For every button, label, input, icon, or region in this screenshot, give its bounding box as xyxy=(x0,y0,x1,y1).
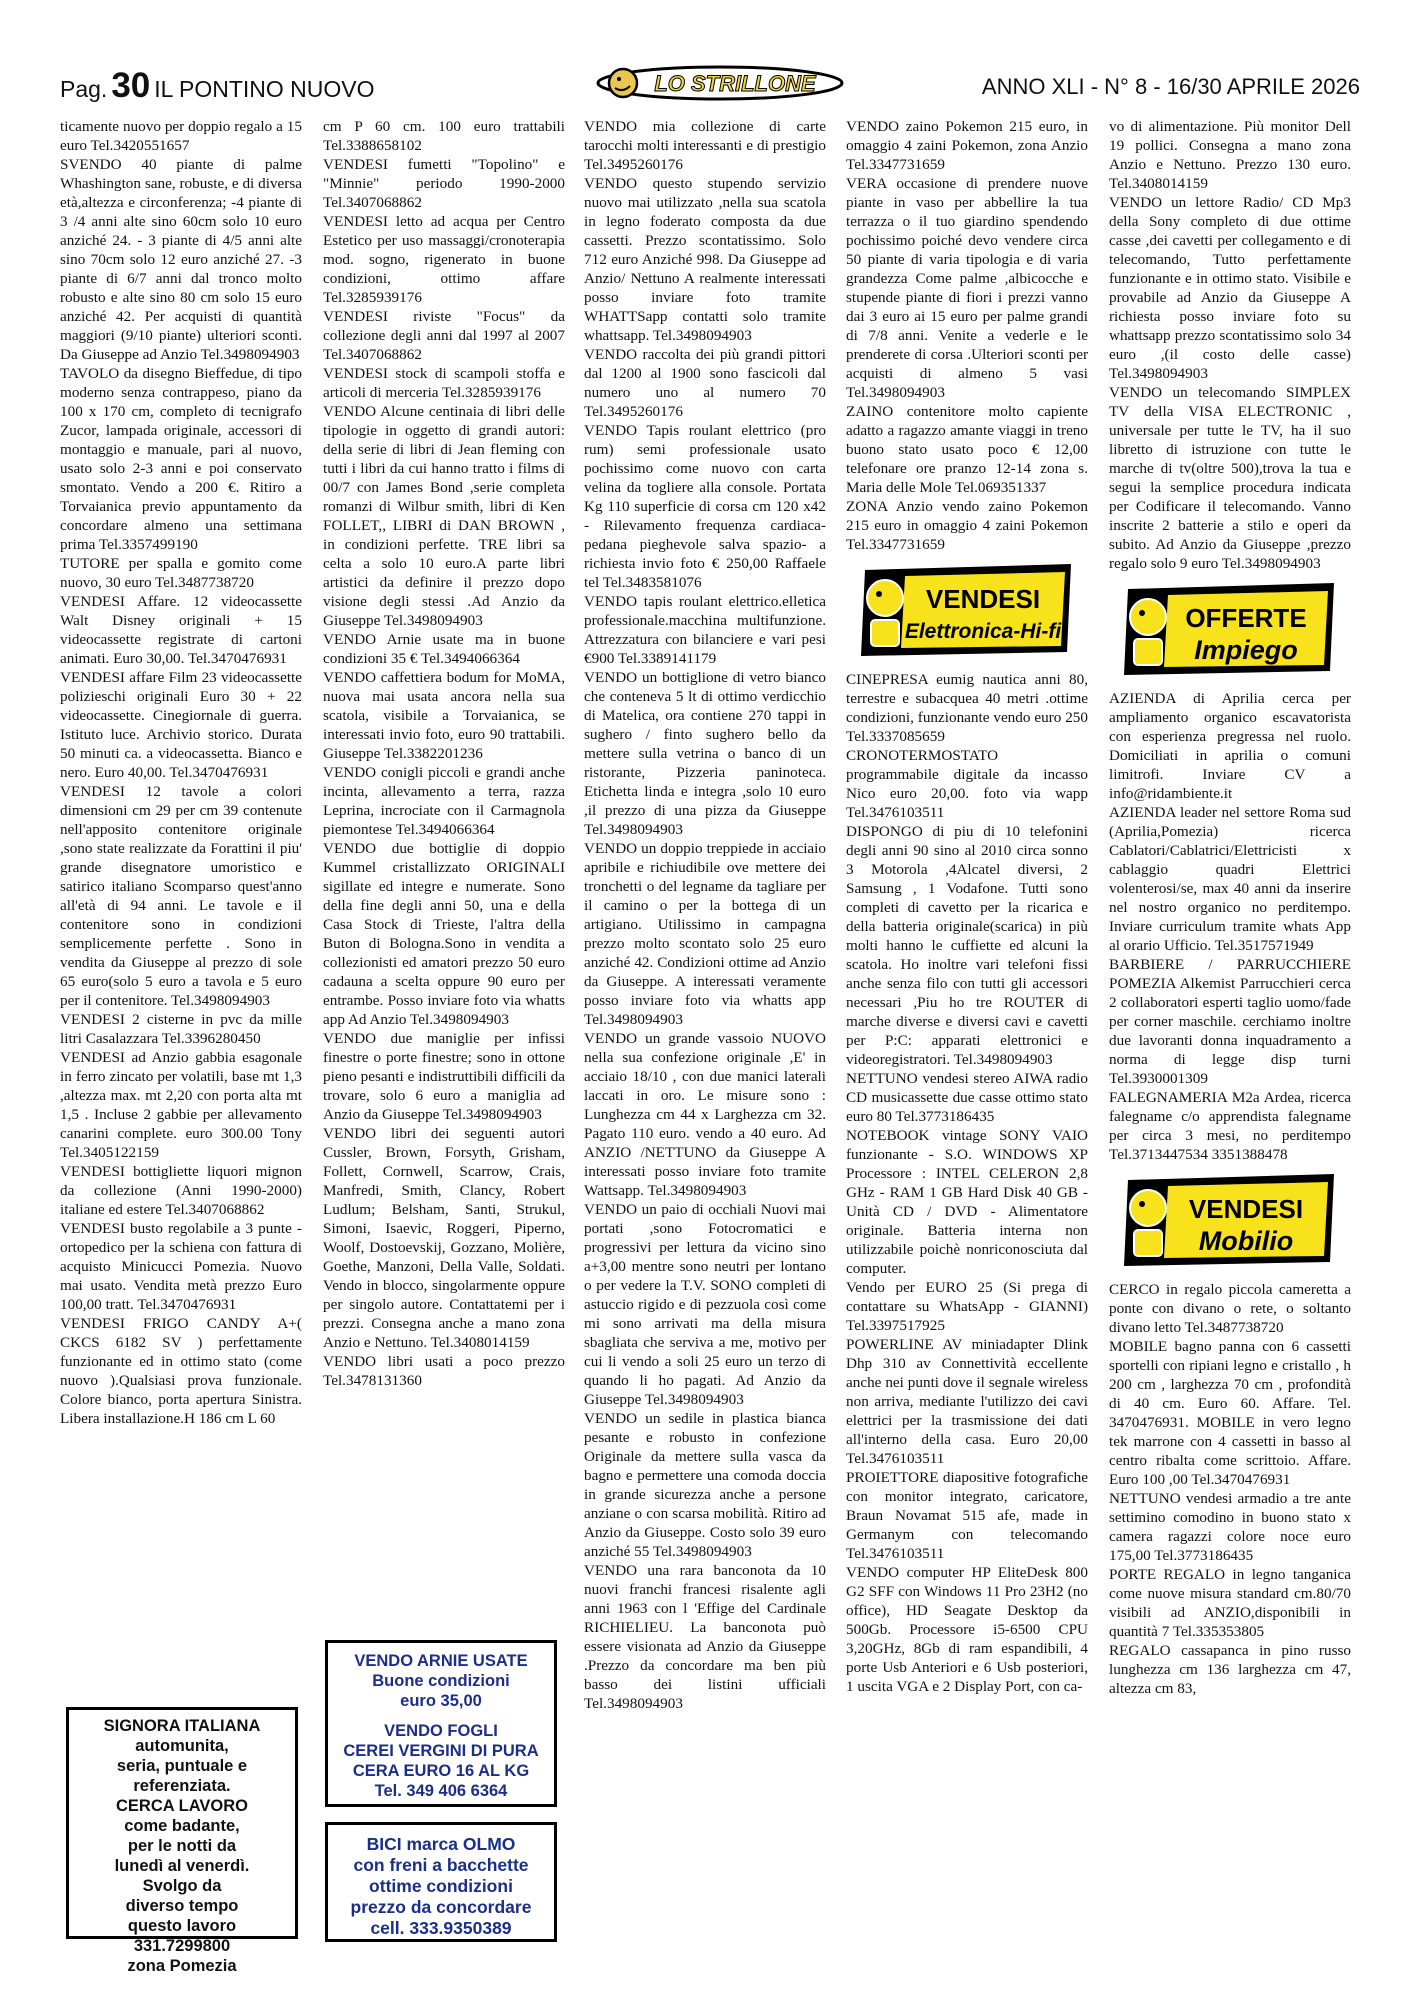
boxed-ad-signora xyxy=(66,1707,298,1975)
ad-text: VENDO libri usati a poco prezzo Tel.3478131360 xyxy=(323,1353,565,1389)
ad-line: cell. 333.9350389 xyxy=(370,1918,512,1938)
boxed-ad-arnie xyxy=(325,1640,557,1807)
ad-text: VENDO questo stupendo servizio nuovo mai utilizzato ,nella sua scatola in legno foderato composta da due cassetti. Prezzo scontatissimo. Solo 712 euro Anziché 998. Da Giuseppe ad Anzio/ Nettuno A realmente interessati posso inviare foto tramite WHATTSapp contatti solo tramite whattsapp. Tel.3498094903 xyxy=(584,175,826,344)
ad-text: VENDO computer HP EliteDesk 800 G2 SFF con Windows 11 Pro 23H2 (no office), HD Seagate Desktop da 500Gb. Processore i5-6500 CPU 3,20GHz, 8Gb di ram espandibili, 4 porte Usb Anteriori e 6 Usb posteriori, 1 uscita VGA e 2 Display Port, con ca- xyxy=(846,1564,1088,1695)
ad-text: VENDESI FRIGO CANDY A+( CKCS 6182 SV ) perfettamente funzionante ed in ottimo stato (come nuovo ).Qualsiasi prova funzionale. Colore bianco, porta apertura Sinistra. Libera installazione.H 186 cm L 60 xyxy=(60,1315,302,1427)
column-4 xyxy=(846,117,1088,1696)
ad-text: TAVOLO da disegno Bieffedue, di tipo moderno senza contrappeso, piano da 100 x 170 cm, completo di tecnigrafo Zucor, lampada originale, accessori di montaggio e manuale, pari al nuovo, usato solo 2-3 anni e poi conservato smontato. Vendo a 200 €. Ritiro a Torvaianica previo appuntamento da concordare almeno una settimana prima Tel.3357499190 xyxy=(60,365,302,553)
ad-text: VENDO tapis roulant elettrico.elletica professionale.macchina multifunzione. Attrezzatura con bilanciere e vari pesi €900 Tel.3389141179 xyxy=(584,593,826,667)
section-header-elettronica xyxy=(857,560,1077,660)
column-3 xyxy=(584,117,826,1713)
ad-line: zona Pomezia xyxy=(127,1957,237,1975)
ad-line: SIGNORA ITALIANA xyxy=(103,1717,261,1735)
ad-text: VENDESI 12 tavole a colori dimensioni cm 29 per cm 39 contenute nell'apposito contenitore originale ,sono state realizzate da Forattini il piu' grande disegnatore umoristico e satirico italiano Scomparso quest'anno all'età di 94 anni. Le tavole e il contenitore sono in condizioni semplicemente perfette . Sono in vendita da Giuseppe al prezzo di sole 65 euro(solo 5 euro a tavola e 5 euro per il contenitore. Tel.3498094903 xyxy=(60,783,302,1009)
ad-line: Svolgo da xyxy=(142,1877,222,1895)
ad-text: CRONOTERMOSTATO programmabile digitale da incasso Nico euro 20,00. foto via wapp Tel.3476103511 xyxy=(846,747,1088,821)
ad-text: VENDO un grande vassoio NUOVO nella sua confezione originale ,E' in acciaio 18/10 , con due manici laterali laccati in oro. Le misure sono : Lunghezza cm 44 x Larghezza cm 32. Pagato 110 euro. vendo a 40 euro. Ad ANZIO /NETTUNO da Giuseppe A interessati posso inviare foto tramite Wattsapp. Tel.3498094903 xyxy=(584,1030,826,1199)
publication-name: IL PONTINO NUOVO xyxy=(154,76,375,102)
section-line-1: VENDESI xyxy=(1188,1194,1304,1224)
ad-text: VENDESI fumetti "Topolino" e "Minnie" periodo 1990-2000 Tel.3407068862 xyxy=(323,156,565,211)
ad-line: come badante, xyxy=(124,1817,240,1835)
ad-line: referenziata. xyxy=(133,1777,231,1795)
column-1 xyxy=(60,117,302,1428)
ad-text: VENDO Tapis roulant elettrico (pro rum) semi professionale usato pochissimo come nuovo con carta velina da togliere alla console. Portata Kg 110 superficie di corsa cm 120 x42 - Rilevamento frequenza cardiaca- pedana pieghevole salva spazio- a richiesta invio foto € 250,00 Raffaele tel Tel.3483581076 xyxy=(584,422,826,591)
ad-text: MOBILE bagno panna con 6 cassetti sportelli con ripiani legno e cristallo , h 200 cm , larghezza 70 cm , profondità di 40 cm. Euro 60. Affare. Tel. 3470476931. MOBILE in vero legno tek marrone con 4 cassetti in basso al centro ribalta come scrittoio. Affare. Euro 100 ,00 Tel.3470476931 xyxy=(1109,1338,1351,1488)
ad-text: VENDESI Affare. 12 videocassette Walt Disney originali + 15 videocassette registrate di cartoni animati. Euro 30,00. Tel.3470476931 xyxy=(60,593,302,667)
ad-text: POWERLINE AV miniadapter Dlink Dhp 310 av Connettività eccellente anche nei punti dove il segnale wireless non arriva, mediante l'utilizzo dei cavi elettrici per la trasmissione dei dati all'interno della casa. Euro 20,00 Tel.3476103511 xyxy=(846,1336,1088,1467)
boxed-ad-bici xyxy=(325,1822,557,1942)
ad-line: 331.7299800 xyxy=(133,1937,231,1955)
ad-line: diverso tempo xyxy=(125,1897,239,1915)
page-label: Pag. xyxy=(60,76,108,102)
ad-line: ottime condizioni xyxy=(369,1876,513,1896)
ad-text: NETTUNO vendesi stereo AIWA radio CD musicassette due casse ottimo stato euro 80 Tel.3773186435 xyxy=(846,1070,1088,1125)
section-line-2: Mobilio xyxy=(1198,1226,1294,1256)
ad-text: BARBIERE / PARRUCCHIERE POMEZIA Alkemist Parrucchieri cerca 2 collaboratori esperti taglio uomo/fade per corner maschile. cerchiamo inoltre due lavoranti donna inquadramento a norma di legge disp turni Tel.3930001309 xyxy=(1109,956,1351,1087)
ad-text: REGALO cassapanca in pino russo lunghezza cm 136 larghezza cm 47, altezza cm 83, xyxy=(1109,1642,1351,1697)
logo-lettering: LO STRILLONE xyxy=(654,71,816,96)
ad-line: automunita, xyxy=(135,1737,229,1755)
ad-text: VENDO un telecomando SIMPLEX TV della VISA ELECTRONIC , universale per tutte le TV, ha il suo libretto di istruzione con tutte le marche di tv(oltre 500),trova la tua e segui la semplice procedura indicata per Codificare il telecomando. Vanno inscrite 2 batterie a stilo e operi da subito. Ad Anzio da Giuseppe ,prezzo regalo solo 9 euro Tel.3498094903 xyxy=(1109,384,1351,572)
ad-text: VENDO un bottiglione di vetro bianco che conteneva 5 lt di ottimo verdicchio di Matelica, ora contiene 270 tappi in sughero / finto sughero bello da mettere sulla vetrina o banco di un ristorante, Pizzeria paninoteca. Etichetta linda e integra ,solo 10 euro ,il prezzo di una pizza da Giuseppe Tel.3498094903 xyxy=(584,669,826,838)
ad-text: VENDESI stock di scampoli stoffa e articoli di merceria Tel.3285939176 xyxy=(323,365,565,401)
ad-line: lunedì al venerdì. xyxy=(114,1857,250,1875)
section-header-mobilio xyxy=(1120,1170,1340,1270)
ad-text: Vendo per EURO 25 (Si prega di contattare su WhatsApp - GIANNI) Tel.3397517925 xyxy=(846,1279,1088,1334)
ad-text: PORTE REGALO in legno tanganica come nuove misura standard cm.80/70 visibili ad ANZIO,disponibili in quantità 7 Tel.335353805 xyxy=(1109,1566,1351,1640)
ad-text: NOTEBOOK vintage SONY VAIO funzionante - S.O. WINDOWS XP Processore : INTEL CELERON 2,8 GHz - RAM 1 GB Hard Disk 40 GB - Unità CD / DVD - Alimentatore originale. Batteria interna non utilizzabile poichè nonriconosciuta dal computer. xyxy=(846,1127,1088,1277)
section-line-1: VENDESI xyxy=(925,584,1041,614)
ad-text: VENDO conigli piccoli e grandi anche incinta, allevamento a terra, razza Leprina, incrociate con il Carmagnola piemontese Tel.3494066364 xyxy=(323,764,565,838)
ad-text: AZIENDA di Aprilia cerca per ampliamento organico escavatorista con esperienza pregressa nel ruolo. Domiciliati in aprilia o comuni limitrofi. Inviare CV a info@ridambiente.it xyxy=(1109,690,1351,802)
column-2 xyxy=(323,117,565,1390)
ad-text: VENDO raccolta dei più grandi pittori dal 1200 al 1900 sono fascicoli dal numero uno al numero 70 Tel.3495260176 xyxy=(584,346,826,420)
ad-text: VENDO zaino Pokemon 215 euro, in omaggio 4 zaini Pokemon, zona Anzio Tel.3347731659 xyxy=(846,118,1088,173)
ad-spacer xyxy=(328,1711,554,1721)
header-left xyxy=(60,66,375,106)
ad-text: AZIENDA leader nel settore Roma sud (Aprilia,Pomezia) ricerca Cablatori/Cablatrici/Elettricisti x cablaggio quadri Elettrici volenterosi/se, max 40 anni da inserire nel nostro organico no perditempo. Inviare curriculum tramite whats App al orario Ufficio. Tel.3517571949 xyxy=(1109,804,1351,954)
ad-text: ZAINO contenitore molto capiente adatto a ragazzo amante viaggi in treno buono stato usato poco € 12,00 telefonare ore pranzo 12-14 zona s. Maria delle Mole Tel.069351337 xyxy=(846,403,1088,496)
ad-text: VENDO Arnie usate ma in buone condizioni 35 € Tel.3494066364 xyxy=(323,631,565,667)
ad-text: VENDO un sedile in plastica bianca pesante e robusto in confezione Originale da mettere sulla vasca da bagno e permettere una comoda doccia in grande sicurezza anche a persone anziane o con scarsa mobilità. Ritiro ad Anzio da Giuseppe. Costo solo 39 euro anziché 55 Tel.3498094903 xyxy=(584,1410,826,1560)
ad-line: CERA EURO 16 AL KG xyxy=(352,1762,530,1780)
ad-text: ZONA Anzio vendo zaino Pokemon 215 euro in omaggio 4 zaini Pokemon Tel.3347731659 xyxy=(846,498,1088,553)
ad-line: Buone condizioni xyxy=(372,1672,510,1690)
section-line-2: Impiego xyxy=(1194,635,1298,665)
ad-text: VENDO due bottiglie di doppio Kummel cristallizzato ORIGINALI sigillate ed integre e numerate. Sono della fine degli anni 50, una e della Casa Stock di Trieste, l'altra della Buton di Bologna.Sono in vendita a collezionisti ed amatori prezzo 50 euro cadauna a scelta oppure 90 euro per entrambe. Posso inviare foto via whatts app Ad Anzio Tel.3498094903 xyxy=(323,840,565,1028)
ad-text: VENDO un lettore Radio/ CD Mp3 della Sony completo di due ottime casse ,dei cavetti per collegamento e di telecomando, Tutto perfettamente funzionante e in ottimo stato. Visibile e provabile ad Anzio da Giuseppe A richiesta posso inviare foto su whattsapp prezzo scontatissimo solo 34 euro ,(il costo delle casse) Tel.3498094903 xyxy=(1109,194,1351,382)
ad-text: DISPONGO di piu di 10 telefonini degli anni 90 sino al 2010 circa sonno 3 Motorola ,4Alcatel diversi, 2 Samsung , 1 Vodafone. Tutti sono completi di cavetto per la ricarica e della batteria originale(scarica) in più molti hanno le cuffiette ed alcuni la scatola. Ho inoltre vari telefoni fissi anche senza filo con tutti gli accessori necessari ,Piu ho tre ROUTER di marche diverse e diversi cavi e cavetti per P:C: apparati elettronici e videoregistratori. Tel.3498094903 xyxy=(846,823,1088,1068)
ad-text: CERCO in regalo piccola cameretta a ponte con divano o rete, o soltanto divano letto Tel.3487738720 xyxy=(1109,1281,1351,1336)
strillone-logo xyxy=(595,64,845,102)
ad-text: VENDO un paio di occhiali Nuovi mai portati ,sono Fotocromatici e progressivi per lettura da vicino sino a+3,00 mentre sono neutri per lontano o per vedere la T.V. SONO completi di astuccio rigido e di pezzuola così come mi sono arrivati ma della misura sbagliata che serviva a me, motivo per cui li vendo a soli 25 euro un terzo di quando li ho pagati. Ad Anzio da Giuseppe Tel.3498094903 xyxy=(584,1201,826,1408)
column-5 xyxy=(1109,117,1351,1698)
ad-line: questo lavoro xyxy=(127,1917,237,1935)
page-header xyxy=(60,64,1360,104)
ad-text: VENDESI bottigliette liquori mignon da collezione (Anni 1990-2000) italiane ed estere Tel.3407068862 xyxy=(60,1163,302,1218)
ad-text: TUTORE per spalla e gomito come nuovo, 30 euro Tel.3487738720 xyxy=(60,555,302,591)
page-number: 30 xyxy=(111,66,151,105)
ad-text: VENDO un doppio treppiede in acciaio apribile e richiudibile ove mettere dei tronchetti o del legname da tagliare per il camino o per la bottega di un artigiano. Utilissimo in campagna prezzo molto scontato solo 25 euro anziché 42. Condizioni ottime ad Anzio da Giuseppe. A interessati veramente posso inviare foto via whatts app Tel.3498094903 xyxy=(584,840,826,1028)
ad-text: VENDESI riviste "Focus" da collezione degli anni dal 1997 al 2007 Tel.3407068862 xyxy=(323,308,565,363)
ad-text: NETTUNO vendesi armadio a tre ante settimino comodino in buono stato x camera ragazzi colore noce euro 175,00 Tel.3773186435 xyxy=(1109,1490,1351,1564)
ad-text: PROIETTORE diapositive fotografiche con monitor integrato, caricatore, Braun Novamat 515 afe, made in Germanym con telecomando Tel.3476103511 xyxy=(846,1469,1088,1562)
ad-text: SVENDO 40 piante di palme Whashington sane, robuste, e di diversa età,altezza e circonferenza; -4 piante di 3 /4 anni alte sino 60cm solo 10 euro anziché 24. - 3 piante di 4/5 anni alte sino 70cm solo 12 euro anziché 27. -3 piante di 6/7 anni dal tronco molto robusto e alte sino 80 cm solo 15 euro anziché 42. Per acquisti di quantità maggiori (9/10 piante) ulteriori sconti. Da Giuseppe ad Anzio Tel.3498094903 xyxy=(60,156,302,363)
ad-line: VENDO FOGLI xyxy=(384,1722,498,1740)
ad-text: VENDESI ad Anzio gabbia esagonale in ferro zincato per volatili, base mt 1,3 ,altezza max. mt 2,20 con porta alta mt 1,5 . Incluse 2 gabbie per allevamento canarini complete. euro 300.00 Tony Tel.3405122159 xyxy=(60,1049,302,1161)
ad-line: per le notti da xyxy=(127,1837,237,1855)
ad-text: VENDO una rara banconota da 10 nuovi franchi francesi risalente agli anni 1963 con l 'Effige del Cardinale RICHIELIEU. La banconota può essere visionata ad Anzio da Giuseppe .Prezzo da concordare ma ben più basso dei listini ufficiali Tel.3498094903 xyxy=(584,1562,826,1712)
ad-text: FALEGNAMERIA M2a Ardea, ricerca falegname c/o apprendista falegname per circa 3 mesi, no perditempo Tel.3713447534 3351388478 xyxy=(1109,1089,1351,1163)
ad-text: VENDESI affare Film 23 videocassette polizieschi originali Euro 30 + 22 videocassette. Cinegiornale di guerra. Istituto luce. Archivio storico. Durata 50 minuti ca. a videocassetta. Bianco e nero. Euro 40,00. Tel.3470476931 xyxy=(60,669,302,781)
ad-line: euro 35,00 xyxy=(400,1692,482,1710)
ad-text: VENDO libri dei seguenti autori Cussler, Brown, Forsyth, Grisham, Follett, Cornwell, Scarrow, Crais, Manfredi, Smith, Clancy, Robert Ludlum; Belsham, Santi, Strukul, Simoni, Isaevic, Roggeri, Piperno, Woolf, Dostoevskij, Gozzano, Molière, Goethe, Manzoni, Della Valle, Soldati. Vendo in blocco, singolarmente oppure per singolo autore. Contattatemi per i prezzi. Consegna anche a mano zona Anzio e Nettuno. Tel.3408014159 xyxy=(323,1125,565,1351)
ad-line: prezzo da concordare xyxy=(350,1897,532,1917)
ad-line: BICI marca OLMO xyxy=(366,1834,516,1854)
ad-line: CEREI VERGINI DI PURA xyxy=(343,1742,539,1760)
section-header-impiego xyxy=(1120,579,1340,679)
section-line-2: Elettronica-Hi-fi xyxy=(904,620,1062,643)
ad-text: VENDESI letto ad acqua per Centro Estetico per uso massaggi/cronoterapia mod. sogno, rigenerato in buone condizioni, ottimo affare Tel.3285939176 xyxy=(323,213,565,306)
ad-text: VENDESI 2 cisterne in pvc da mille litri Casalazzara Tel.3396280450 xyxy=(60,1011,302,1047)
ad-line: CERCA LAVORO xyxy=(116,1797,248,1815)
ad-text: CINEPRESA eumig nautica anni 80, terrestre e subacquea 40 metri .ottime condizioni, funzionante vendo euro 250 Tel.3337085659 xyxy=(846,671,1088,745)
issue-info: ANNO XLI - N° 8 - 16/30 APRILE 2026 xyxy=(981,74,1360,99)
ad-text: VERA occasione di prendere nuove piante in vaso per abbellire la tua terrazza o il tuo giardino spendendo pochissimo poiché devo vendere circa 50 piante di varia tipologia e di varia grandezza Come palme ,albicocche e stupende piante di fiori i prezzi vanno dai 3 euro ai 15 euro per palme grandi di 7/8 anni. Venite a vederle e le prenderete di corsa .Ulteriori sconti per acquisti di almeno 5 vasi Tel.3498094903 xyxy=(846,175,1088,401)
ad-text: VENDESI busto regolabile a 3 punte - ortopedico per la schiena con fattura di acquisto Minicucci Pomezia. Nuovo mai usato. Vendita metà prezzo Euro 100,00 tratt. Tel.3470476931 xyxy=(60,1220,302,1313)
ad-line: Tel. 349 406 6364 xyxy=(374,1782,508,1800)
ad-text: VENDO caffettiera bodum for MoMA, nuova mai usata ancora nella sua scatola, visibile a Torvaianica, se interessati invio foto, euro 90 trattabili. Giuseppe Tel.3382201236 xyxy=(323,669,565,762)
ad-text: VENDO mia collezione di carte tarocchi molti interessanti e di prestigio Tel.3495260176 xyxy=(584,118,826,173)
ad-text: VENDO due maniglie per infissi finestre o porte finestre; sono in ottone pieno pesanti e indistruttibili difficili da trovare, solo 6 euro a maniglia ad Anzio da Giuseppe Tel.3498094903 xyxy=(323,1030,565,1123)
section-line-1: OFFERTE xyxy=(1185,603,1307,633)
ad-line: con freni a bacchette xyxy=(353,1855,529,1875)
ad-text: vo di alimentazione. Più monitor Dell 19 pollici. Consegna a mano zona Anzio e Nettuno. Prezzo 130 euro. Tel.3408014159 xyxy=(1109,118,1351,192)
ad-text: VENDO Alcune centinaia di libri delle tipologie in oggetto di grandi autori: della serie di libri di Jean fleming con tutti i libri da cui hanno tratto i films di 00/7 con James Bond ,serie completa romanzi di Wilbur smith, libri di Ken FOLLET,, LIBRI di DAN BROWN , in condizioni perfette. TRE libri sa celta a solo 10 euro.A parte libri artistici da definire il prezzo dopo visione degli stessi .Ad Anzio da Giuseppe Tel.3498094903 xyxy=(323,403,565,629)
ad-line: VENDO ARNIE USATE xyxy=(354,1652,528,1670)
ad-line: seria, puntuale e xyxy=(116,1757,248,1775)
ad-text: cm P 60 cm. 100 euro trattabili Tel.3388658102 xyxy=(323,118,565,154)
ad-text: ticamente nuovo per doppio regalo a 15 euro Tel.3420551657 xyxy=(60,118,302,154)
